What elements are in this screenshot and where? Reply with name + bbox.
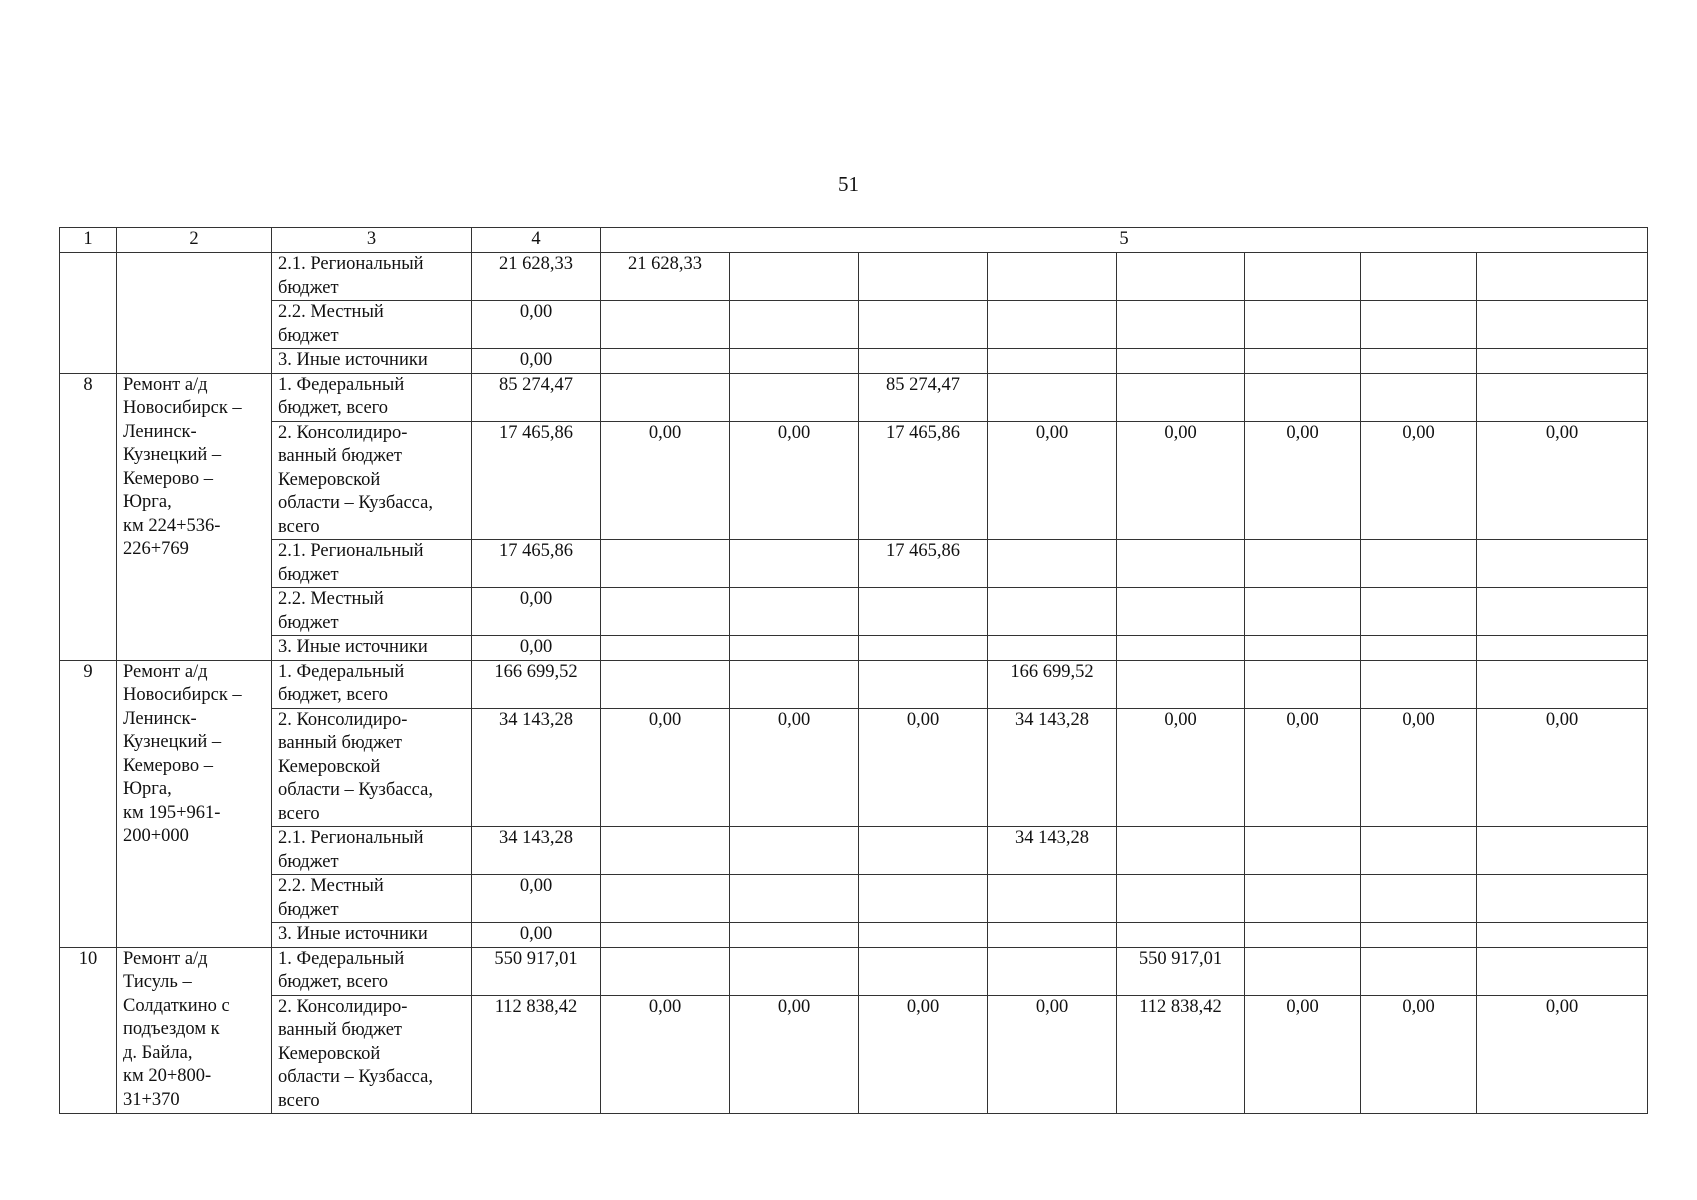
funding-source: [272, 253, 472, 301]
table-row: [60, 947, 1648, 995]
funding-source-line: Кемеровской: [278, 756, 381, 777]
total-amount: 34 143,28: [472, 708, 601, 827]
year-amount: [859, 588, 988, 636]
header-col-4: 4: [472, 228, 601, 253]
year-amount: 112 838,42: [1117, 995, 1245, 1114]
year-amount: [1477, 827, 1648, 875]
funding-source-line: 2.2. Местный: [278, 589, 384, 609]
total-amount: 550 917,01: [472, 947, 601, 995]
year-amount: [730, 301, 859, 349]
object-name-line: Солдаткино с: [123, 995, 230, 1016]
table-header: [60, 228, 1648, 253]
year-amount: [1245, 349, 1361, 374]
object-name-line: Ремонт а/д: [123, 948, 208, 969]
object-name-line: км 195+961-: [123, 802, 221, 823]
year-amount: [1477, 875, 1648, 923]
header-col-2: 2: [117, 228, 272, 253]
table-row: [60, 301, 1648, 349]
funding-source-line: 2.2. Местный: [278, 876, 384, 896]
table-body: [60, 253, 1648, 1114]
funding-source-line: бюджет: [278, 277, 339, 298]
funding-source: [272, 636, 472, 661]
year-amount: [1245, 947, 1361, 995]
object-name-line: д. Байла,: [123, 1042, 193, 1063]
year-amount: [601, 947, 730, 995]
year-amount: 0,00: [859, 708, 988, 827]
table-row: [60, 253, 1648, 301]
object-name: [117, 373, 272, 660]
funding-source-line: бюджет: [278, 851, 339, 872]
year-amount: [859, 875, 988, 923]
year-amount: [988, 373, 1117, 421]
year-amount: 0,00: [1361, 995, 1477, 1114]
year-amount: [1117, 636, 1245, 661]
year-amount: 0,00: [601, 421, 730, 540]
year-amount: 0,00: [601, 708, 730, 827]
year-amount: [1361, 253, 1477, 301]
year-amount: [859, 923, 988, 948]
object-name: [117, 253, 272, 374]
year-amount: [859, 947, 988, 995]
funding-source-line: 3. Иные источники: [278, 924, 428, 944]
year-amount: [1477, 540, 1648, 588]
funding-source-line: 1. Федеральный: [278, 374, 405, 395]
year-amount: [859, 301, 988, 349]
year-amount: [1117, 301, 1245, 349]
year-amount: [988, 875, 1117, 923]
year-amount: [1477, 349, 1648, 374]
row-number: 9: [60, 660, 117, 947]
year-amount: [730, 827, 859, 875]
object-name-line: 31+370: [123, 1089, 180, 1110]
year-amount: [1361, 660, 1477, 708]
year-amount: [730, 636, 859, 661]
object-name: [117, 660, 272, 947]
year-amount: [1117, 923, 1245, 948]
total-amount: 17 465,86: [472, 540, 601, 588]
year-amount: [601, 588, 730, 636]
funding-source: [272, 923, 472, 948]
year-amount: [730, 540, 859, 588]
year-amount: [1361, 827, 1477, 875]
header-col-1: 1: [60, 228, 117, 253]
funding-source: [272, 708, 472, 827]
header-row: [60, 228, 1648, 253]
year-amount: [1117, 660, 1245, 708]
year-amount: [730, 660, 859, 708]
year-amount: [859, 636, 988, 661]
total-amount: 0,00: [472, 588, 601, 636]
total-amount: 0,00: [472, 923, 601, 948]
year-amount: [730, 373, 859, 421]
funding-source-line: области – Кузбасса,: [278, 493, 433, 513]
year-amount: [1117, 540, 1245, 588]
object-name-line: Юрга,: [123, 779, 172, 799]
year-amount: [1361, 588, 1477, 636]
total-amount: 21 628,33: [472, 253, 601, 301]
year-amount: 550 917,01: [1117, 947, 1245, 995]
total-amount: 112 838,42: [472, 995, 601, 1114]
year-amount: 17 465,86: [859, 421, 988, 540]
funding-source-line: ванный бюджет: [278, 1020, 402, 1040]
object-name-line: Кузнецкий –: [123, 732, 222, 752]
year-amount: [1477, 947, 1648, 995]
year-amount: [988, 253, 1117, 301]
year-amount: [1361, 301, 1477, 349]
funding-source-line: 2. Консолидиро-: [278, 996, 408, 1017]
funding-source: [272, 588, 472, 636]
total-amount: 0,00: [472, 875, 601, 923]
year-amount: [1361, 875, 1477, 923]
year-amount: [730, 923, 859, 948]
year-amount: 0,00: [730, 995, 859, 1114]
year-amount: [1361, 923, 1477, 948]
funding-source-line: 2.2. Местный: [278, 302, 384, 322]
table-row: [60, 349, 1648, 374]
year-amount: [601, 827, 730, 875]
total-amount: 34 143,28: [472, 827, 601, 875]
year-amount: 0,00: [1477, 421, 1648, 540]
total-amount: 85 274,47: [472, 373, 601, 421]
year-amount: 0,00: [1117, 708, 1245, 827]
funding-source-line: области – Кузбасса,: [278, 780, 433, 800]
table-row: [60, 540, 1648, 588]
object-name-line: Ремонт а/д: [123, 661, 208, 682]
year-amount: [601, 923, 730, 948]
object-name-line: Кузнецкий –: [123, 445, 222, 465]
total-amount: 0,00: [472, 349, 601, 374]
year-amount: [601, 660, 730, 708]
year-amount: [1361, 349, 1477, 374]
year-amount: 34 143,28: [988, 708, 1117, 827]
object-name-line: 226+769: [123, 539, 189, 559]
funding-source: [272, 540, 472, 588]
year-amount: [1245, 875, 1361, 923]
year-amount: [859, 349, 988, 374]
year-amount: [730, 588, 859, 636]
funding-source-line: всего: [278, 803, 320, 824]
year-amount: [988, 947, 1117, 995]
object-name-line: Новосибирск –: [123, 685, 242, 705]
table-row: [60, 875, 1648, 923]
year-amount: [1477, 588, 1648, 636]
year-amount: [1245, 636, 1361, 661]
year-amount: [1245, 923, 1361, 948]
year-amount: [1245, 660, 1361, 708]
funding-source-line: 2. Консолидиро-: [278, 709, 408, 730]
year-amount: [1117, 253, 1245, 301]
year-amount: 0,00: [988, 995, 1117, 1114]
year-amount: 0,00: [1117, 421, 1245, 540]
funding-source-line: всего: [278, 1090, 320, 1111]
row-number: [60, 253, 117, 374]
table-row: [60, 421, 1648, 540]
row-number: 10: [60, 947, 117, 1114]
funding-source: [272, 827, 472, 875]
funding-source-line: 2.1. Региональный: [278, 254, 424, 274]
header-col-3: 3: [272, 228, 472, 253]
year-amount: 85 274,47: [859, 373, 988, 421]
object-name-line: Кемерово –: [123, 468, 213, 489]
page-number: 51: [838, 172, 859, 196]
year-amount: [601, 349, 730, 374]
funding-source-line: бюджет, всего: [278, 972, 389, 992]
year-amount: [1361, 947, 1477, 995]
year-amount: 0,00: [988, 421, 1117, 540]
funding-source-line: бюджет: [278, 612, 339, 633]
funding-source: [272, 995, 472, 1114]
total-amount: 0,00: [472, 636, 601, 661]
year-amount: 0,00: [601, 995, 730, 1114]
year-amount: [601, 373, 730, 421]
year-amount: 0,00: [1477, 708, 1648, 827]
year-amount: [601, 875, 730, 923]
funding-source: [272, 373, 472, 421]
year-amount: 0,00: [1361, 708, 1477, 827]
funding-source-line: 3. Иные источники: [278, 637, 428, 657]
table-row: [60, 373, 1648, 421]
year-amount: [1361, 540, 1477, 588]
year-amount: 34 143,28: [988, 827, 1117, 875]
year-amount: 0,00: [859, 995, 988, 1114]
funding-source-line: 2.1. Региональный: [278, 828, 424, 848]
year-amount: [988, 636, 1117, 661]
funding-source-line: ванный бюджет: [278, 446, 402, 466]
year-amount: [730, 349, 859, 374]
object-name-line: 200+000: [123, 826, 189, 846]
year-amount: [1477, 636, 1648, 661]
year-amount: [988, 540, 1117, 588]
year-amount: [988, 923, 1117, 948]
funding-source-line: бюджет, всего: [278, 685, 389, 705]
year-amount: [1477, 923, 1648, 948]
object-name-line: подъездом к: [123, 1019, 220, 1039]
year-amount: [988, 301, 1117, 349]
funding-source-line: бюджет: [278, 325, 339, 346]
year-amount: [1245, 373, 1361, 421]
year-amount: 0,00: [1361, 421, 1477, 540]
object-name-line: Юрга,: [123, 492, 172, 512]
year-amount: 0,00: [1245, 708, 1361, 827]
year-amount: [601, 540, 730, 588]
funding-source-line: 2.1. Региональный: [278, 541, 424, 561]
funding-source-line: 3. Иные источники: [278, 350, 428, 370]
funding-source-line: 2. Консолидиро-: [278, 422, 408, 443]
year-amount: 0,00: [1245, 421, 1361, 540]
year-amount: [988, 349, 1117, 374]
funding-source-line: бюджет: [278, 564, 339, 585]
year-amount: [1477, 373, 1648, 421]
year-amount: [859, 827, 988, 875]
object-name-line: Новосибирск –: [123, 398, 242, 418]
year-amount: [601, 301, 730, 349]
year-amount: [1117, 349, 1245, 374]
year-amount: [1245, 827, 1361, 875]
year-amount: [601, 636, 730, 661]
funding-source-line: области – Кузбасса,: [278, 1067, 433, 1087]
year-amount: 21 628,33: [601, 253, 730, 301]
year-amount: [1245, 253, 1361, 301]
funding-source-line: Кемеровской: [278, 469, 381, 490]
funding-source: [272, 875, 472, 923]
year-amount: [988, 588, 1117, 636]
object-name-line: км 20+800-: [123, 1066, 212, 1086]
year-amount: [1245, 301, 1361, 349]
funding-source-line: бюджет: [278, 899, 339, 920]
header-col-5: 5: [601, 228, 1648, 253]
table-row: [60, 995, 1648, 1114]
year-amount: [730, 253, 859, 301]
total-amount: 166 699,52: [472, 660, 601, 708]
total-amount: 0,00: [472, 301, 601, 349]
year-amount: [1477, 660, 1648, 708]
year-amount: 0,00: [730, 421, 859, 540]
funding-source-line: 1. Федеральный: [278, 948, 405, 969]
funding-source-line: Кемеровской: [278, 1043, 381, 1064]
object-name-line: Кемерово –: [123, 755, 213, 776]
year-amount: [1117, 875, 1245, 923]
funding-source-line: ванный бюджет: [278, 733, 402, 753]
total-amount: 17 465,86: [472, 421, 601, 540]
year-amount: 166 699,52: [988, 660, 1117, 708]
year-amount: 0,00: [1245, 995, 1361, 1114]
year-amount: [859, 660, 988, 708]
year-amount: 17 465,86: [859, 540, 988, 588]
object-name-line: Ленинск-: [123, 421, 197, 442]
year-amount: 0,00: [1477, 995, 1648, 1114]
budget-table: [59, 227, 1648, 1114]
year-amount: [1477, 301, 1648, 349]
table-row: [60, 636, 1648, 661]
year-amount: [1117, 373, 1245, 421]
object-name-line: км 224+536-: [123, 515, 221, 536]
object-name: [117, 947, 272, 1114]
year-amount: 0,00: [730, 708, 859, 827]
table-row: [60, 827, 1648, 875]
table-row: [60, 923, 1648, 948]
funding-source: [272, 421, 472, 540]
funding-source: [272, 349, 472, 374]
object-name-line: Тисуль –: [123, 972, 192, 992]
object-name-line: Ленинск-: [123, 708, 197, 729]
year-amount: [1361, 636, 1477, 661]
funding-source: [272, 947, 472, 995]
year-amount: [1245, 588, 1361, 636]
year-amount: [1117, 588, 1245, 636]
year-amount: [730, 875, 859, 923]
table-row: [60, 588, 1648, 636]
table-row: [60, 708, 1648, 827]
funding-source: [272, 301, 472, 349]
row-number: 8: [60, 373, 117, 660]
funding-source-line: бюджет, всего: [278, 398, 389, 418]
table-row: [60, 660, 1648, 708]
funding-source-line: 1. Федеральный: [278, 661, 405, 682]
funding-source: [272, 660, 472, 708]
year-amount: [730, 947, 859, 995]
funding-source-line: всего: [278, 516, 320, 537]
year-amount: [1245, 540, 1361, 588]
object-name-line: Ремонт а/д: [123, 374, 208, 395]
year-amount: [1361, 373, 1477, 421]
year-amount: [1117, 827, 1245, 875]
year-amount: [859, 253, 988, 301]
year-amount: [1477, 253, 1648, 301]
